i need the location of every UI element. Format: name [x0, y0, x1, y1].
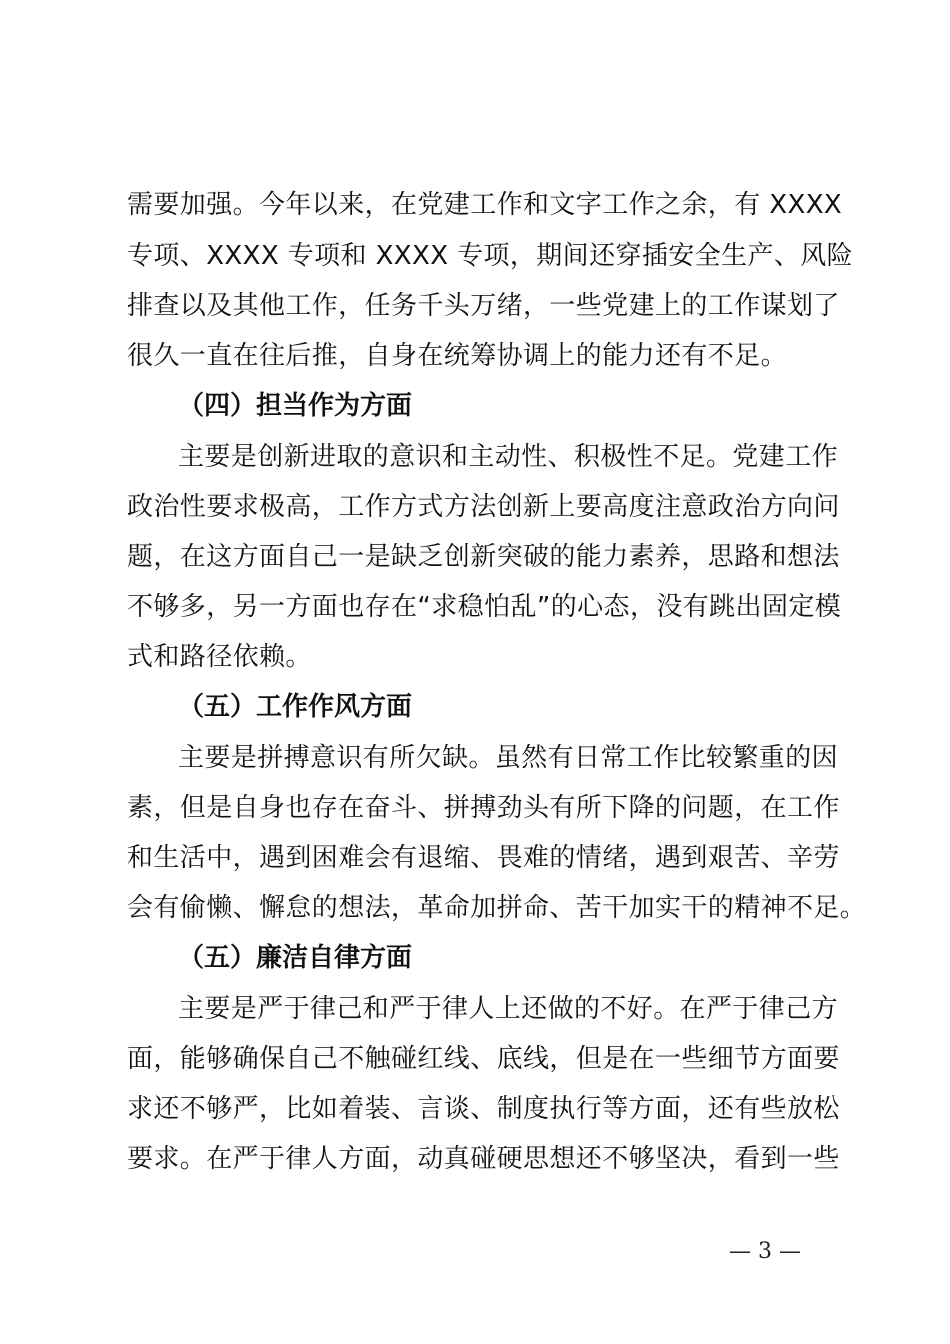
body-text-line: 需要加强。今年以来，在党建工作和文字工作之余，有 XXXX: [127, 190, 843, 220]
body-text-line: 政治性要求极高，工作方式方法创新上要高度注意政治方向问: [127, 492, 840, 522]
section-heading-responsibility: （四）担当作为方面: [178, 391, 413, 421]
section-heading-work-style: （五）工作作风方面: [178, 692, 413, 722]
body-text-line: 主要是创新进取的意识和主动性、积极性不足。党建工作: [178, 442, 839, 472]
body-text-line: 求还不够严，比如着装、言谈、制度执行等方面，还有些放松: [127, 1094, 840, 1124]
body-text-line: 要求。在严于律人方面，动真碰硬思想还不够坚决，看到一些: [127, 1144, 840, 1174]
body-text-line: 主要是严于律己和严于律人上还做的不好。在严于律己方: [178, 994, 839, 1024]
body-text-line: 主要是拼搏意识有所欠缺。虽然有日常工作比较繁重的因: [178, 743, 839, 773]
body-text-line: 排查以及其他工作，任务千头万绪，一些党建上的工作谋划了: [127, 291, 840, 321]
page-number: — 3 —: [729, 1239, 801, 1264]
body-text-line: 会有偷懒、懈怠的想法，革命加拼命、苦干加实干的精神不足。: [127, 893, 867, 923]
body-text-line: 题，在这方面自己一是缺乏创新突破的能力素养，思路和想法: [127, 542, 840, 572]
body-text-line: 式和路径依赖。: [127, 642, 312, 672]
section-heading-integrity: （五）廉洁自律方面: [178, 943, 413, 973]
body-text-line: 不够多，另一方面也存在“求稳怕乱”的心态，没有跳出固定模: [127, 592, 842, 622]
body-text-line: 面，能够确保自己不触碰红线、底线，但是在一些细节方面要: [127, 1044, 840, 1074]
body-text-line: 很久一直在往后推，自身在统筹协调上的能力还有不足。: [127, 341, 788, 371]
body-text-line: 素，但是自身也存在奋斗、拼搏劲头有所下降的问题，在工作: [127, 793, 840, 823]
body-text-line: 和生活中，遇到困难会有退缩、畏难的情绪，遇到艰苦、辛劳: [127, 843, 840, 873]
body-text-line: 专项、XXXX 专项和 XXXX 专项，期间还穿插安全生产、风险: [127, 241, 854, 271]
